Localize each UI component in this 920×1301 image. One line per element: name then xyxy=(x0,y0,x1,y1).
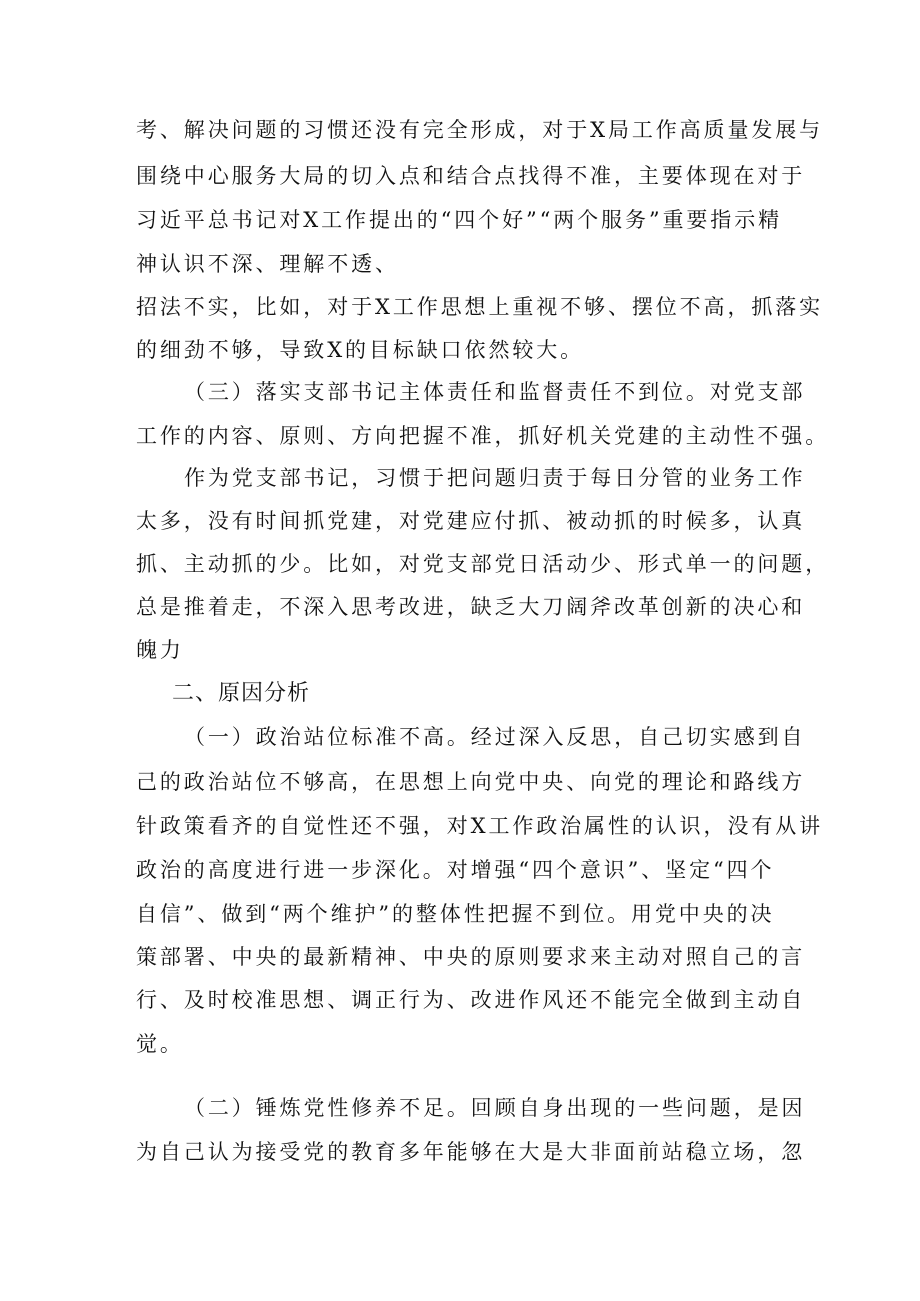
paragraph-line: 习近平总书记对X工作提出的“四个好”“两个服务”重要指示精 xyxy=(136,208,782,232)
paragraph-line: 行、及时校准思想、调正行为、改进作风还不能完全做到主动自 xyxy=(136,988,806,1012)
paragraph-line: 针政策看齐的自觉性还不强，对X工作政治属性的认识，没有从讲 xyxy=(136,814,824,838)
paragraph-line: 政治的高度进行进一步深化。对增强“四个意识”、坚定“四个 xyxy=(136,858,775,882)
paragraph-line: 考、解决问题的习惯还没有完全形成，对于X局工作高质量发展与 xyxy=(136,118,824,142)
section-heading-2: 二、原因分析 xyxy=(172,681,311,706)
paragraph-line: 的细劲不够，导致X的目标缺口依然较大。 xyxy=(136,338,585,362)
paragraph-line: 神认识不深、理解不透、 xyxy=(136,252,399,276)
paragraph-line: 策部署、中央的最新精神、中央的原则要求来主动对照自己的言 xyxy=(136,945,806,969)
section-heading-3: （三）落实支部书记主体责任和监督责任不到位。对党支部 xyxy=(184,380,806,404)
paragraph-line: 工作的内容、原则、方向把握不准，抓好机关党建的主动性不强。 xyxy=(136,424,830,448)
paragraph-line: 觉。 xyxy=(136,1032,184,1056)
sub-heading-1: （一）政治站位标准不高。经过深入反思，自己切实感到自 xyxy=(184,725,806,749)
paragraph-line: 围绕中心服务大局的切入点和结合点找得不准，主要体现在对于 xyxy=(136,164,806,188)
paragraph-line: 总是推着走，不深入思考改进，缺乏大刀阔斧改革创新的决心和 xyxy=(136,595,806,619)
paragraph-line: 作为党支部书记，习惯于把问题归责于每日分管的业务工作 xyxy=(184,466,806,490)
paragraph-line: 太多，没有时间抓党建，对党建应付抓、被动抓的时候多，认真 xyxy=(136,509,806,533)
paragraph-line: 己的政治站位不够高，在思想上向党中央、向党的理论和路线方 xyxy=(136,770,806,794)
paragraph-line: 为自己认为接受党的教育多年能够在大是大非面前站稳立场，忽 xyxy=(136,1140,806,1164)
sub-heading-2: （二）锤炼党性修养不足。回顾自身出现的一些问题，是因 xyxy=(184,1096,806,1120)
paragraph-line: 抓、主动抓的少。比如，对党支部党日活动少、形式单一的问题， xyxy=(136,552,830,576)
paragraph-line: 魄力 xyxy=(136,638,184,662)
paragraph-line: 招法不实，比如，对于X工作思想上重视不够、摆位不高，抓落实 xyxy=(136,295,824,319)
paragraph-line: 自信”、做到“两个维护”的整体性把握不到位。用党中央的决 xyxy=(136,902,775,926)
